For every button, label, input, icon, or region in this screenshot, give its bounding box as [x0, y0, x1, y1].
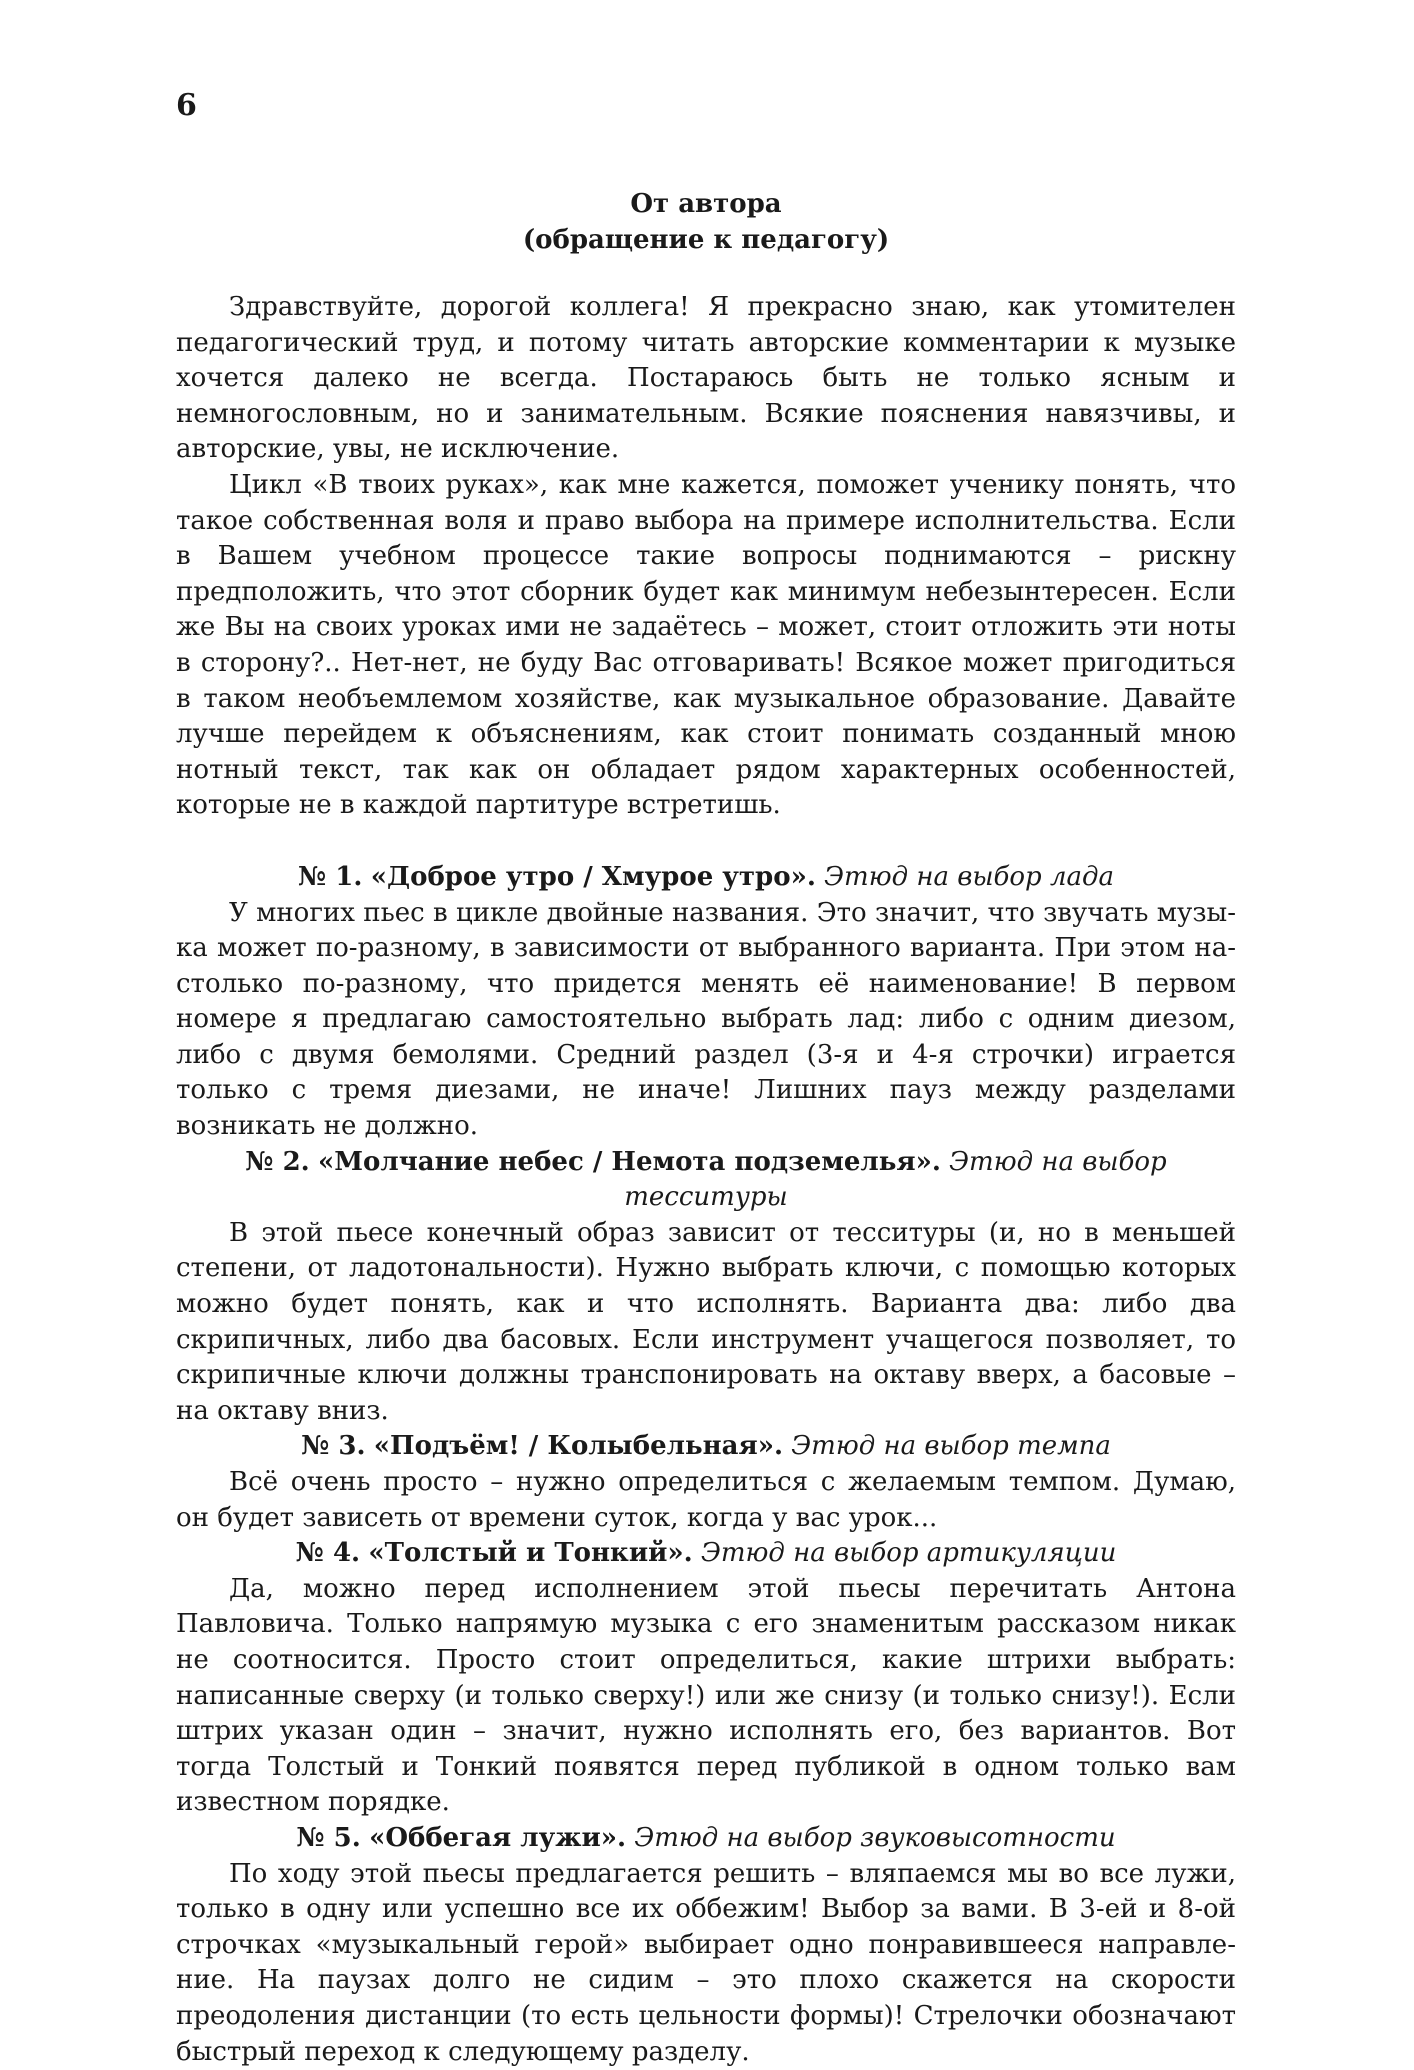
page-number: 6 [176, 88, 197, 123]
intro-paragraph: Здравствуйте, дорогой коллега! Я прекрасно знаю, как утомителен педагогический труд, и потому читать авторские комментарии к музыке хочется далеко не всегда. Постараюсь быть не только ясным и немногословным, но и занимательным. Всякие пояснения навязчивы, и авторские, увы, не исключение. [176, 292, 1236, 465]
page-body [176, 290, 1236, 2070]
section-title [176, 1429, 1236, 1465]
section-title [176, 1145, 1236, 1216]
section-number: № 3. [301, 1431, 366, 1462]
section-title [176, 1821, 1236, 1857]
section-text: В этой пьесе конечный образ зависит от тесситуры (и, но в меньшей степени, от ладотональности). Нужно выбрать ключи, с помощью которых можно будет понять, как и что исполнять. Варианта два: либо два скрипичных, либо два басовых. Если инструмент учащегося позволяет, то скрипичные ключи должны транспонировать на октаву вверх, а басовые – на октаву вниз. [176, 1217, 1236, 1426]
section-number: № 1. [298, 861, 363, 892]
section-subtitle: Этюд на выбор артикуляции [700, 1538, 1117, 1569]
intro-paragraph: Цикл «В твоих руках», как мне кажется, поможет ученику понять, что такое собственная воля и право выбора на примере исполнительства. Если в Вашем учебном процессе такие вопросы поднимаются – рискну предположить, что этот сборник будет как минимум небезынтересен. Если же Вы на своих уроках ими не задаётесь – может, стоит отложить эти ноты в сторону?.. Нет-нет, не буду Вас отговаривать! Всякое может пригодиться в таком необъемлемом хозяйстве, как музыкальное образование. Давайте лучше перейдем к объяснениям, как стоит понимать созданный мною нотный текст, так как он обладает рядом характерных особенностей, которые не в каждой партитуре встретишь. [176, 469, 1236, 821]
author-heading [176, 186, 1236, 258]
section-subtitle: Этюд на выбор тесситуры [624, 1146, 1167, 1213]
section-text: Да, можно перед исполнением этой пьесы перечитать Антона Павловича. Только напрямую музыка с его знаменитым рассказом никак не соотносится. Просто стоит определиться, какие штрихи выбрать: написанные сверху (и только сверху!) или же снизу (и только снизу!). Если штрих указан один – значит, нужно исполнять его, без вариантов. Вот тогда Толстый и Тонкий появятся перед публикой в одном только вам известном порядке. [176, 1573, 1236, 1818]
section-text: У многих пьес в цикле двойные названия. Это значит, что звучать музыка может по-разному, в зависимости от выбранного варианта. При этом настолько по-разному, что придется менять её наименование! В первом номере я предлагаю самостоятельно выбрать лад: либо с одним диезом, либо с двумя бемолями. Средний раздел (3-я и 4-я строчки) играется только с тремя диезами, не иначе! Лишних пауз между разделами возникать не должно. [176, 897, 1236, 1142]
section-number: № 4. [295, 1538, 361, 1569]
section-text: По ходу этой пьесы предлагается решить – вляпаемся мы во все лужи, только в одну или успешно все их оббежим! Выбор за вами. В 3-ей и 8-ой строчках «музыкальный герой» выбирает одно понравившееся направление. На паузах долго не сидим – это плохо скажется на скорости преодоления дистанции (то есть цельности формы)! Стрелочки обозначают быстрый переход к следующему разделу. [176, 1858, 1236, 2067]
section-name: «Подъём! / Колыбельная». [373, 1431, 783, 1462]
section-name: «Оббегая лужи». [369, 1822, 627, 1853]
heading-title: От автора [630, 189, 782, 219]
section-title [176, 860, 1236, 896]
section-name: «Доброе утро / Хмурое утро». [370, 861, 816, 892]
section-spacer [176, 824, 1236, 860]
section-subtitle: Этюд на выбор темпа [791, 1431, 1111, 1462]
section-number: № 5. [296, 1822, 361, 1853]
section-title [176, 1536, 1236, 1572]
section-subtitle: Этюд на выбор звуковысотности [634, 1822, 1116, 1853]
section-subtitle: Этюд на выбор лада [824, 861, 1114, 892]
heading-subtitle: (обращение к педагогу) [522, 225, 890, 255]
section-name: «Молчание небес / Немота подземелья». [318, 1146, 941, 1177]
section-number: № 2. [245, 1146, 310, 1177]
section-name: «Толстый и Тонкий». [368, 1538, 693, 1569]
section-text: Всё очень просто – нужно определиться с желаемым темпом. Думаю, он будет зависеть от времени суток, когда у вас урок... [176, 1467, 1236, 1533]
